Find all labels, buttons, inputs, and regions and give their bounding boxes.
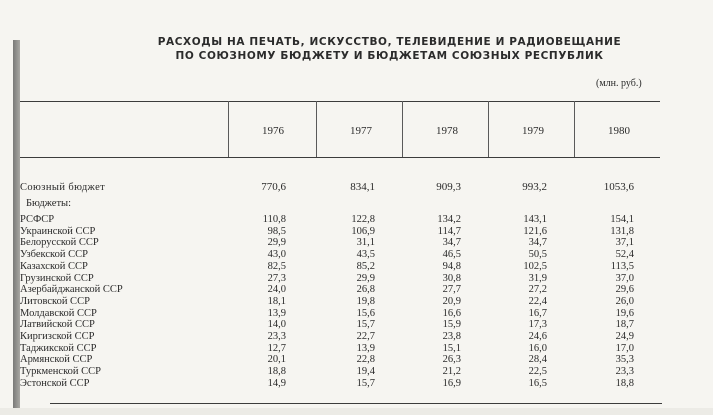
republic-value: 29,6 [615,284,634,296]
republic-value: 31,9 [528,272,547,284]
republic-value: 26,8 [356,284,375,296]
republic-value: 114,7 [437,225,461,237]
republic-value: 17,0 [615,342,634,354]
republic-value: 26,0 [615,295,634,307]
column-divider [228,101,229,157]
union-budget-value: 834,1 [350,181,375,193]
republic-value: 21,2 [442,366,461,378]
republic-value: 15,6 [356,307,375,319]
union-budget-value: 1053,6 [603,181,634,193]
republic-value: 28,4 [528,354,547,366]
republic-value: 29,9 [267,237,286,249]
republic-value: 110,8 [262,214,286,225]
year-header-1980: 1980 [608,125,630,137]
year-header-1976: 1976 [262,125,284,137]
republic-value: 20,9 [442,295,461,307]
republic-value: 24,6 [528,331,547,342]
budgets-heading: Бюджеты: [26,198,72,209]
republic-value: 23,3 [267,331,286,342]
republic-value: 121,6 [523,225,547,237]
republic-value: 23,3 [615,366,634,378]
union-budget-value: 770,6 [261,181,286,193]
republic-label: Киргизской ССР [20,331,95,342]
page-bottom-shadow [0,408,713,415]
republic-value: 15,7 [356,377,375,389]
republic-value: 52,4 [615,249,634,261]
republic-value: 20,1 [267,354,286,366]
republic-value: 154,1 [610,214,634,225]
republic-value: 94,8 [442,260,461,272]
republic-value: 82,5 [267,260,286,272]
republic-value: 27,3 [267,272,286,284]
republic-value: 34,7 [528,237,547,249]
republic-value: 14,0 [267,319,286,331]
republic-value: 16,5 [528,377,547,389]
republic-value: 29,9 [356,272,375,284]
republic-value: 106,9 [351,225,375,237]
republic-value: 18,8 [267,366,286,378]
republic-value: 19,6 [615,307,634,319]
republic-value: 35,3 [615,354,634,366]
republic-label: Туркменской ССР [20,366,101,378]
republic-value: 27,7 [442,284,461,296]
republic-label: Белорусской ССР [20,237,99,249]
republic-label: РСФСР [20,214,55,225]
republic-value: 15,1 [442,342,461,354]
republic-value: 46,5 [442,249,461,261]
republic-value: 50,5 [528,249,547,261]
republic-value: 113,5 [610,260,634,272]
republic-value: 122,8 [351,214,375,225]
republic-value: 31,1 [356,237,375,249]
republic-value: 131,8 [610,225,634,237]
republic-label: Литовской ССР [20,295,90,307]
republic-label: Узбекской ССР [20,249,88,261]
republic-label: Таджикской ССР [20,342,97,354]
union-budget-value: 993,2 [522,181,547,193]
unit-label: (млн. руб.) [596,78,642,89]
column-divider [316,101,317,157]
republic-value: 17,3 [528,319,547,331]
republic-label: Латвийской ССР [20,319,95,331]
republic-label: Казахской ССР [20,260,88,272]
republic-value: 43,0 [267,249,286,261]
year-header-1979: 1979 [522,125,544,137]
table-header-rule [20,157,660,158]
republic-value: 15,7 [356,319,375,331]
republic-value: 98,5 [267,225,286,237]
republic-label: Армянской ССР [20,354,93,366]
republic-label: Азербайджанской ССР [20,284,123,296]
year-header-1977: 1977 [350,125,372,137]
republic-value: 13,9 [267,307,286,319]
republic-value: 23,8 [442,331,461,342]
republic-value: 134,2 [437,214,461,225]
republic-value: 85,2 [356,260,375,272]
republic-value: 143,1 [523,214,547,225]
republic-value: 16,6 [442,307,461,319]
republic-value: 12,7 [267,342,286,354]
republic-value: 102,5 [523,260,547,272]
republic-value: 15,9 [442,319,461,331]
union-budget-value: 909,3 [436,181,461,193]
republic-label: Молдавской ССР [20,307,97,319]
republic-value: 16,7 [528,307,547,319]
republic-value: 18,1 [267,295,286,307]
republic-label: Эстонской ССР [20,377,90,389]
table-top-rule [20,101,660,102]
republic-value: 26,3 [442,354,461,366]
republic-value: 22,7 [356,331,375,342]
republic-value: 30,8 [442,272,461,284]
republic-value: 43,5 [356,249,375,261]
republic-value: 19,8 [356,295,375,307]
table-title-line-1: РАСХОДЫ НА ПЕЧАТЬ, ИСКУССТВО, ТЕЛЕВИДЕНИЕ И РАДИОВЕЩАНИЕ [157,36,622,48]
republic-value: 37,1 [615,237,634,249]
republic-value: 24,0 [267,284,286,296]
page-edge-shadow [13,40,20,415]
republic-value: 16,9 [442,377,461,389]
republic-value: 22,8 [356,354,375,366]
republic-value: 37,0 [615,272,634,284]
republic-value: 18,8 [615,377,634,389]
republic-label: Грузинской ССР [20,272,94,284]
republic-value: 22,4 [528,295,547,307]
republic-value: 19,4 [356,366,375,378]
table-title-line-2: ПО СОЮЗНОМУ БЮДЖЕТУ И БЮДЖЕТАМ СОЮЗНЫХ РЕСПУБЛИК [175,50,604,62]
table-bottom-rule [50,403,662,404]
republic-value: 16,0 [528,342,547,354]
republic-value: 22,5 [528,366,547,378]
republic-value: 14,9 [267,377,286,389]
republic-value: 34,7 [442,237,461,249]
republic-value: 18,7 [615,319,634,331]
republic-label: Украинской ССР [20,225,96,237]
republic-value: 24,9 [615,331,634,342]
republic-value: 13,9 [356,342,375,354]
year-header-1978: 1978 [436,125,458,137]
union-budget-label: Союзный бюджет [20,182,106,193]
republic-value: 27,2 [528,284,547,296]
